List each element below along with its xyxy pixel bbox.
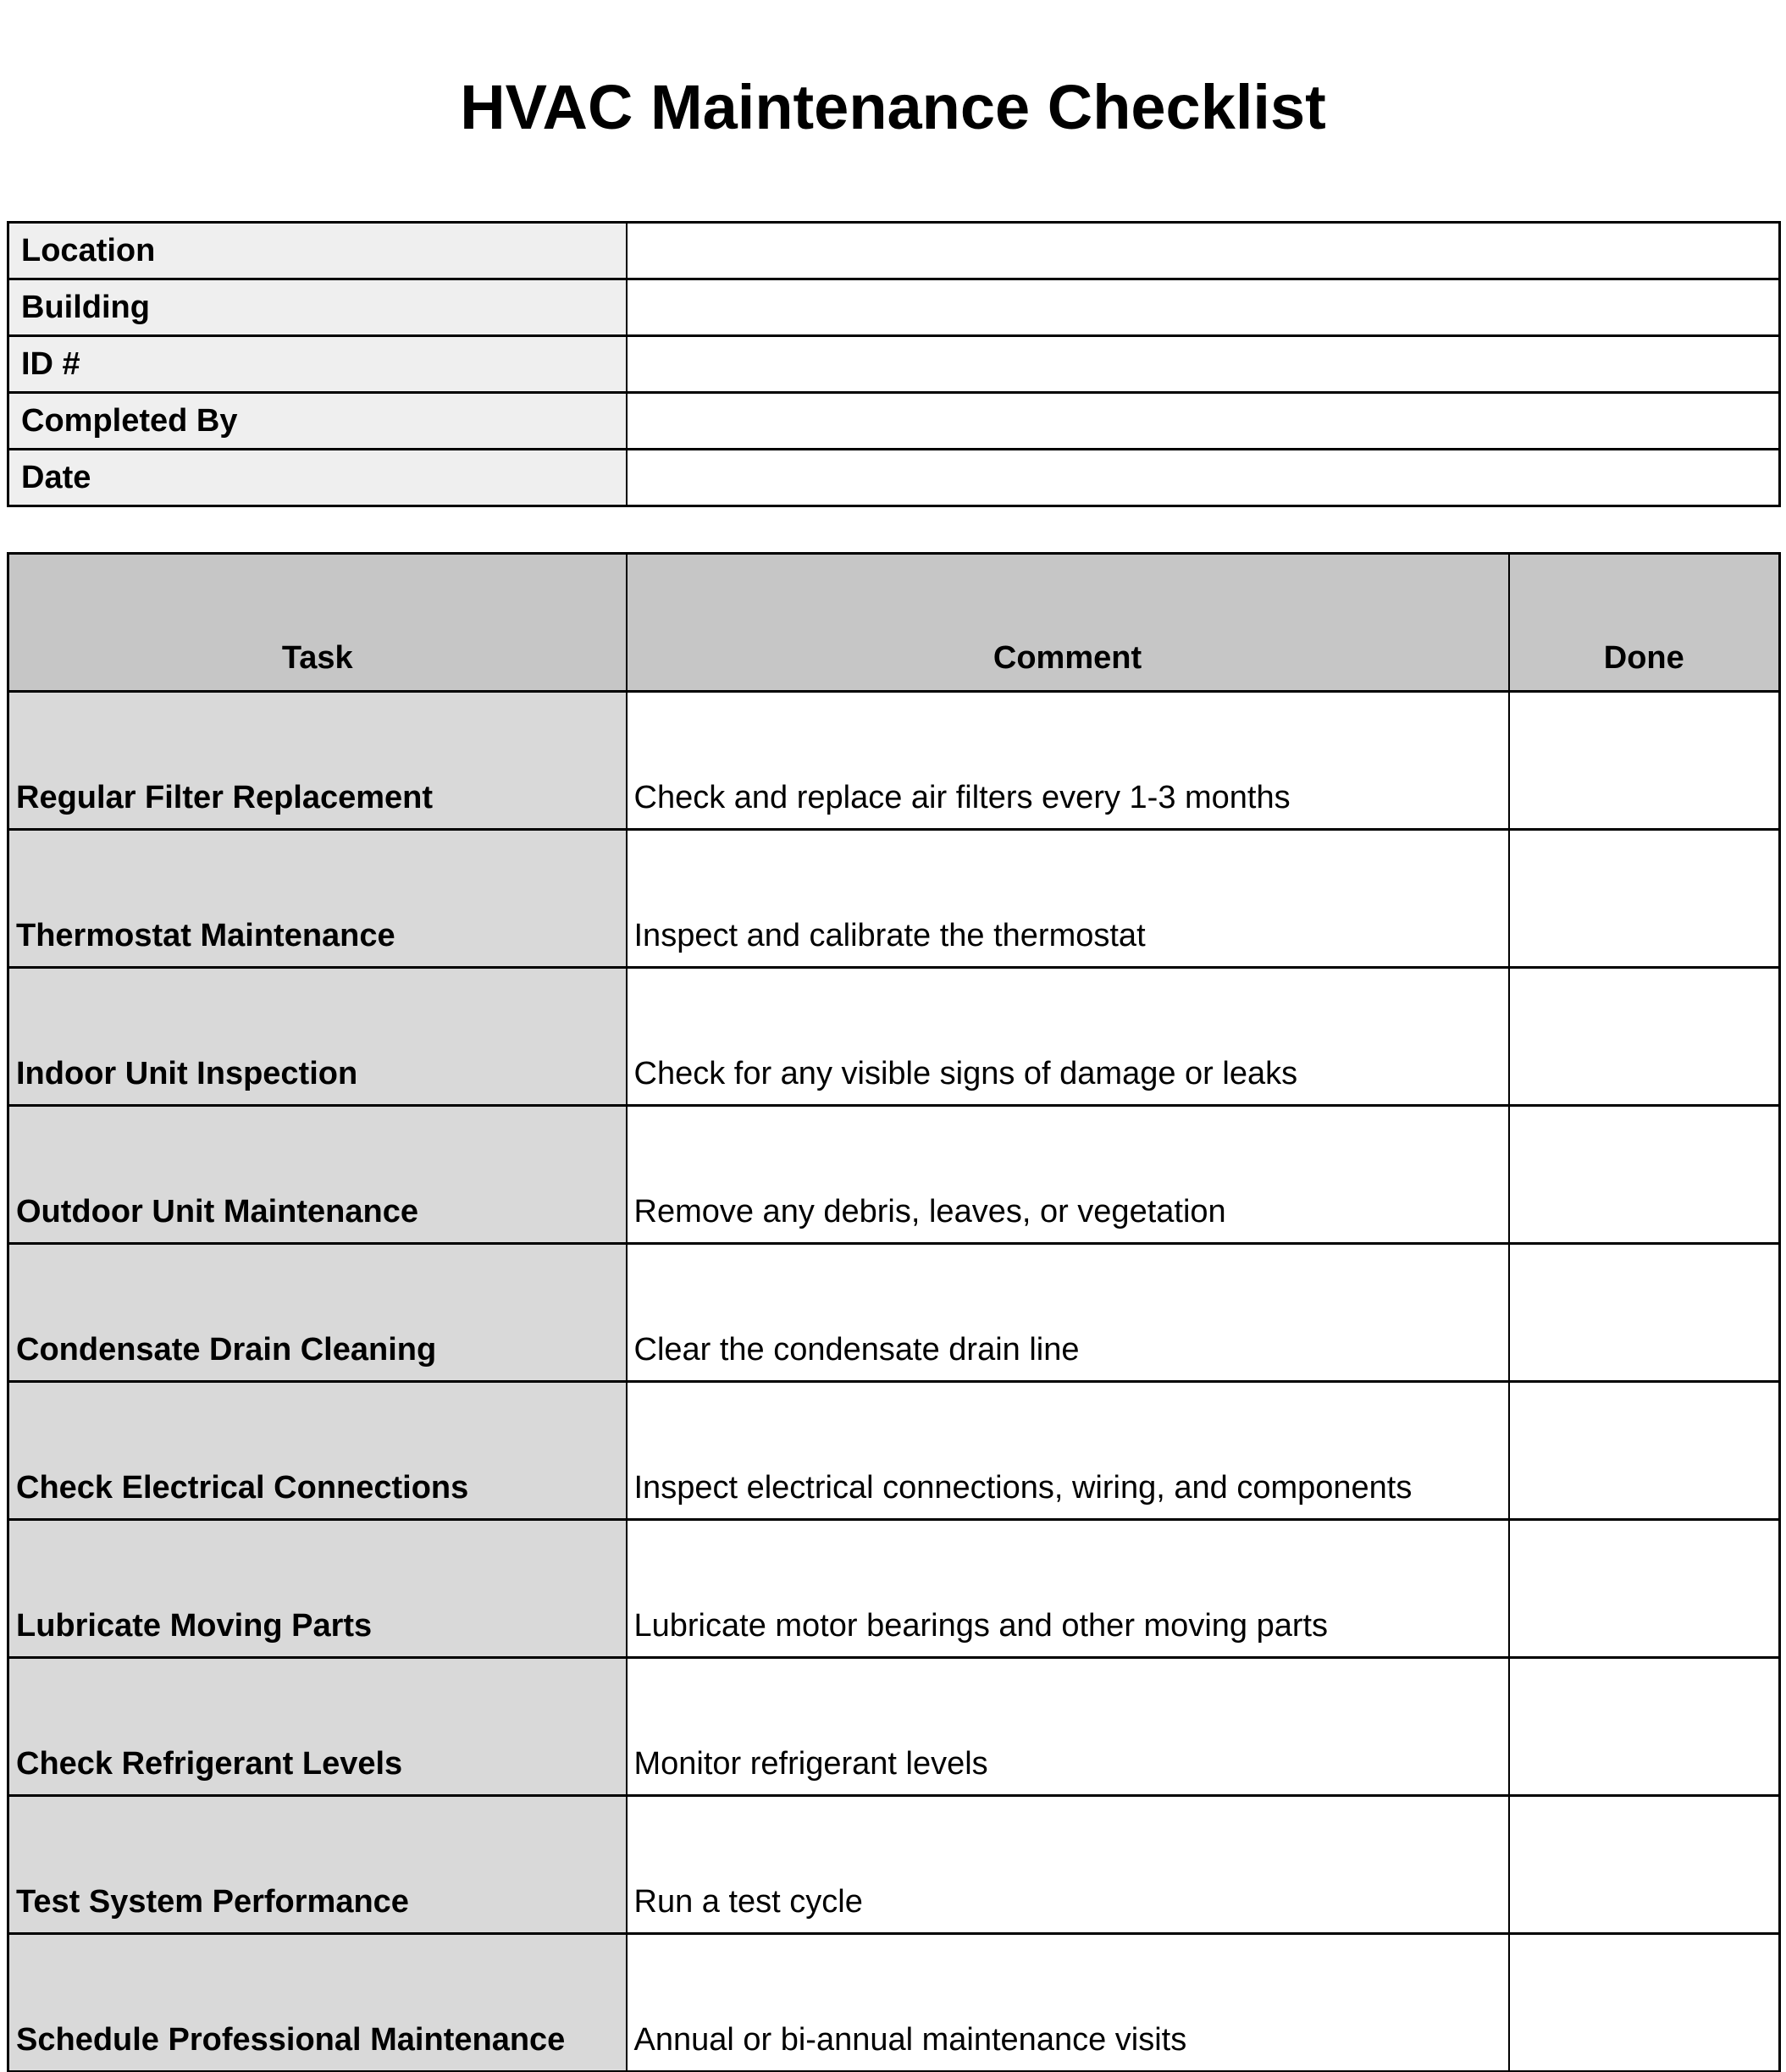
column-header-task: Task (8, 554, 627, 692)
checklist-table (7, 552, 1781, 2072)
comment-cell: Remove any debris, leaves, or vegetation (627, 1106, 1509, 1244)
task-cell: Lubricate Moving Parts (8, 1520, 627, 1658)
checklist-row (8, 1658, 1780, 1796)
info-value-date[interactable] (627, 450, 1780, 506)
checklist-header-row (8, 554, 1780, 692)
checklist-row (8, 692, 1780, 830)
done-cell[interactable] (1509, 1658, 1780, 1796)
task-cell: Condensate Drain Cleaning (8, 1244, 627, 1382)
info-value-completed-by[interactable] (627, 393, 1780, 450)
info-label-building: Building (8, 279, 627, 336)
info-value-building[interactable] (627, 279, 1780, 336)
info-label-completed-by: Completed By (8, 393, 627, 450)
comment-cell: Check for any visible signs of damage or leaks (627, 968, 1509, 1106)
checklist-row (8, 1244, 1780, 1382)
task-cell: Thermostat Maintenance (8, 830, 627, 968)
info-row-completed-by (8, 393, 1780, 450)
checklist-row (8, 1106, 1780, 1244)
comment-cell: Lubricate motor bearings and other moving parts (627, 1520, 1509, 1658)
comment-cell: Monitor refrigerant levels (627, 1658, 1509, 1796)
info-value-location[interactable] (627, 223, 1780, 279)
checklist-row (8, 968, 1780, 1106)
checklist-row (8, 1382, 1780, 1520)
checklist-row (8, 1934, 1780, 2072)
checklist-row (8, 830, 1780, 968)
column-header-done: Done (1509, 554, 1780, 692)
comment-cell: Run a test cycle (627, 1796, 1509, 1934)
comment-cell: Inspect electrical connections, wiring, and components (627, 1382, 1509, 1520)
done-cell[interactable] (1509, 1796, 1780, 1934)
task-cell: Schedule Professional Maintenance (8, 1934, 627, 2072)
info-value-id[interactable] (627, 336, 1780, 393)
task-cell: Check Electrical Connections (8, 1382, 627, 1520)
info-row-date (8, 450, 1780, 506)
done-cell[interactable] (1509, 968, 1780, 1106)
comment-cell: Inspect and calibrate the thermostat (627, 830, 1509, 968)
done-cell[interactable] (1509, 1520, 1780, 1658)
column-header-comment: Comment (627, 554, 1509, 692)
info-label-location: Location (8, 223, 627, 279)
done-cell[interactable] (1509, 1244, 1780, 1382)
task-cell: Check Refrigerant Levels (8, 1658, 627, 1796)
comment-cell: Clear the condensate drain line (627, 1244, 1509, 1382)
done-cell[interactable] (1509, 1934, 1780, 2072)
info-label-date: Date (8, 450, 627, 506)
info-row-id (8, 336, 1780, 393)
task-cell: Test System Performance (8, 1796, 627, 1934)
task-cell: Indoor Unit Inspection (8, 968, 627, 1106)
done-cell[interactable] (1509, 830, 1780, 968)
done-cell[interactable] (1509, 1106, 1780, 1244)
info-row-location (8, 223, 1780, 279)
done-cell[interactable] (1509, 1382, 1780, 1520)
task-cell: Outdoor Unit Maintenance (8, 1106, 627, 1244)
done-cell[interactable] (1509, 692, 1780, 830)
task-cell: Regular Filter Replacement (8, 692, 627, 830)
comment-cell: Check and replace air filters every 1-3 months (627, 692, 1509, 830)
info-table (7, 221, 1781, 507)
info-row-building (8, 279, 1780, 336)
page-title: HVAC Maintenance Checklist (460, 72, 1326, 142)
info-label-id: ID # (8, 336, 627, 393)
checklist-row (8, 1796, 1780, 1934)
checklist-row (8, 1520, 1780, 1658)
comment-cell: Annual or bi-annual maintenance visits (627, 1934, 1509, 2072)
